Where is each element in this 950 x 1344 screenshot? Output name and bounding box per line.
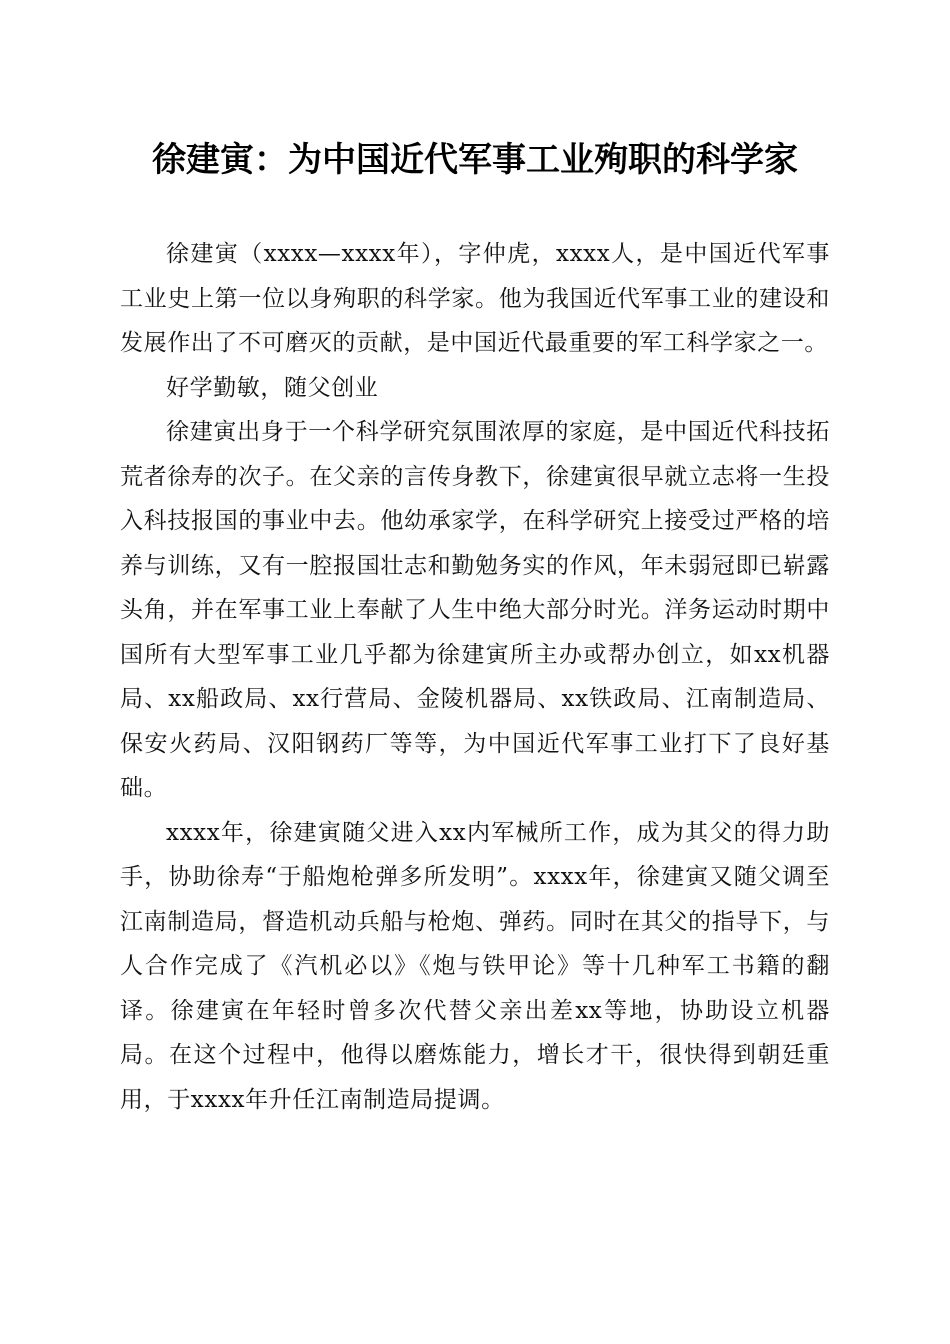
document-body (120, 232, 830, 1122)
paragraph-career: xxxx年，徐建寅随父进入xx内军械所工作，成为其父的得力助手，协助徐寿“于船炮枪弹多所发明”。xxxx年，徐建寅又随父调至江南制造局，督造机动兵船与枪炮、弹药。同时在其父的指导下，与人合作完成了《汽机必以》《炮与铁甲论》等十几种军工书籍的翻译。徐建寅在年轻时曾多次代替父亲出差xx等地，协助设立机器局。在这个过程中，他得以磨炼能力，增长才干，很快得到朝廷重用，于xxxx年升任江南制造局提调。 (120, 819, 830, 1113)
document-title: 徐建寅：为中国近代军事工业殉职的科学家 (152, 140, 798, 180)
paragraph-intro: 徐建寅（xxxx—xxxx年），字仲虎，xxxx人，是中国近代军事工业史上第一位以身殉职的科学家。他为我国近代军事工业的建设和发展作出了不可磨灭的贡献，是中国近代最重要的军工科学家之一。 (120, 241, 830, 356)
section-heading: 好学勤敏，随父创业 (166, 374, 379, 401)
paragraph-family: 徐建寅出身于一个科学研究氛围浓厚的家庭，是中国近代科技拓荒者徐寿的次子。在父亲的言传身教下，徐建寅很早就立志将一生投入科技报国的事业中去。他幼承家学，在科学研究上接受过严格的培养与训练，又有一腔报国壮志和勤勉务实的作风，年未弱冠即已崭露头角，并在军事工业上奉献了人生中绝大部分时光。洋务运动时期中国所有大型军事工业几乎都为徐建寅所主办或帮办创立，如xx机器局、xx船政局、xx行营局、金陵机器局、xx铁政局、江南制造局、保安火药局、汉阳钢药厂等等，为中国近代军事工业打下了良好基础。 (120, 419, 830, 801)
